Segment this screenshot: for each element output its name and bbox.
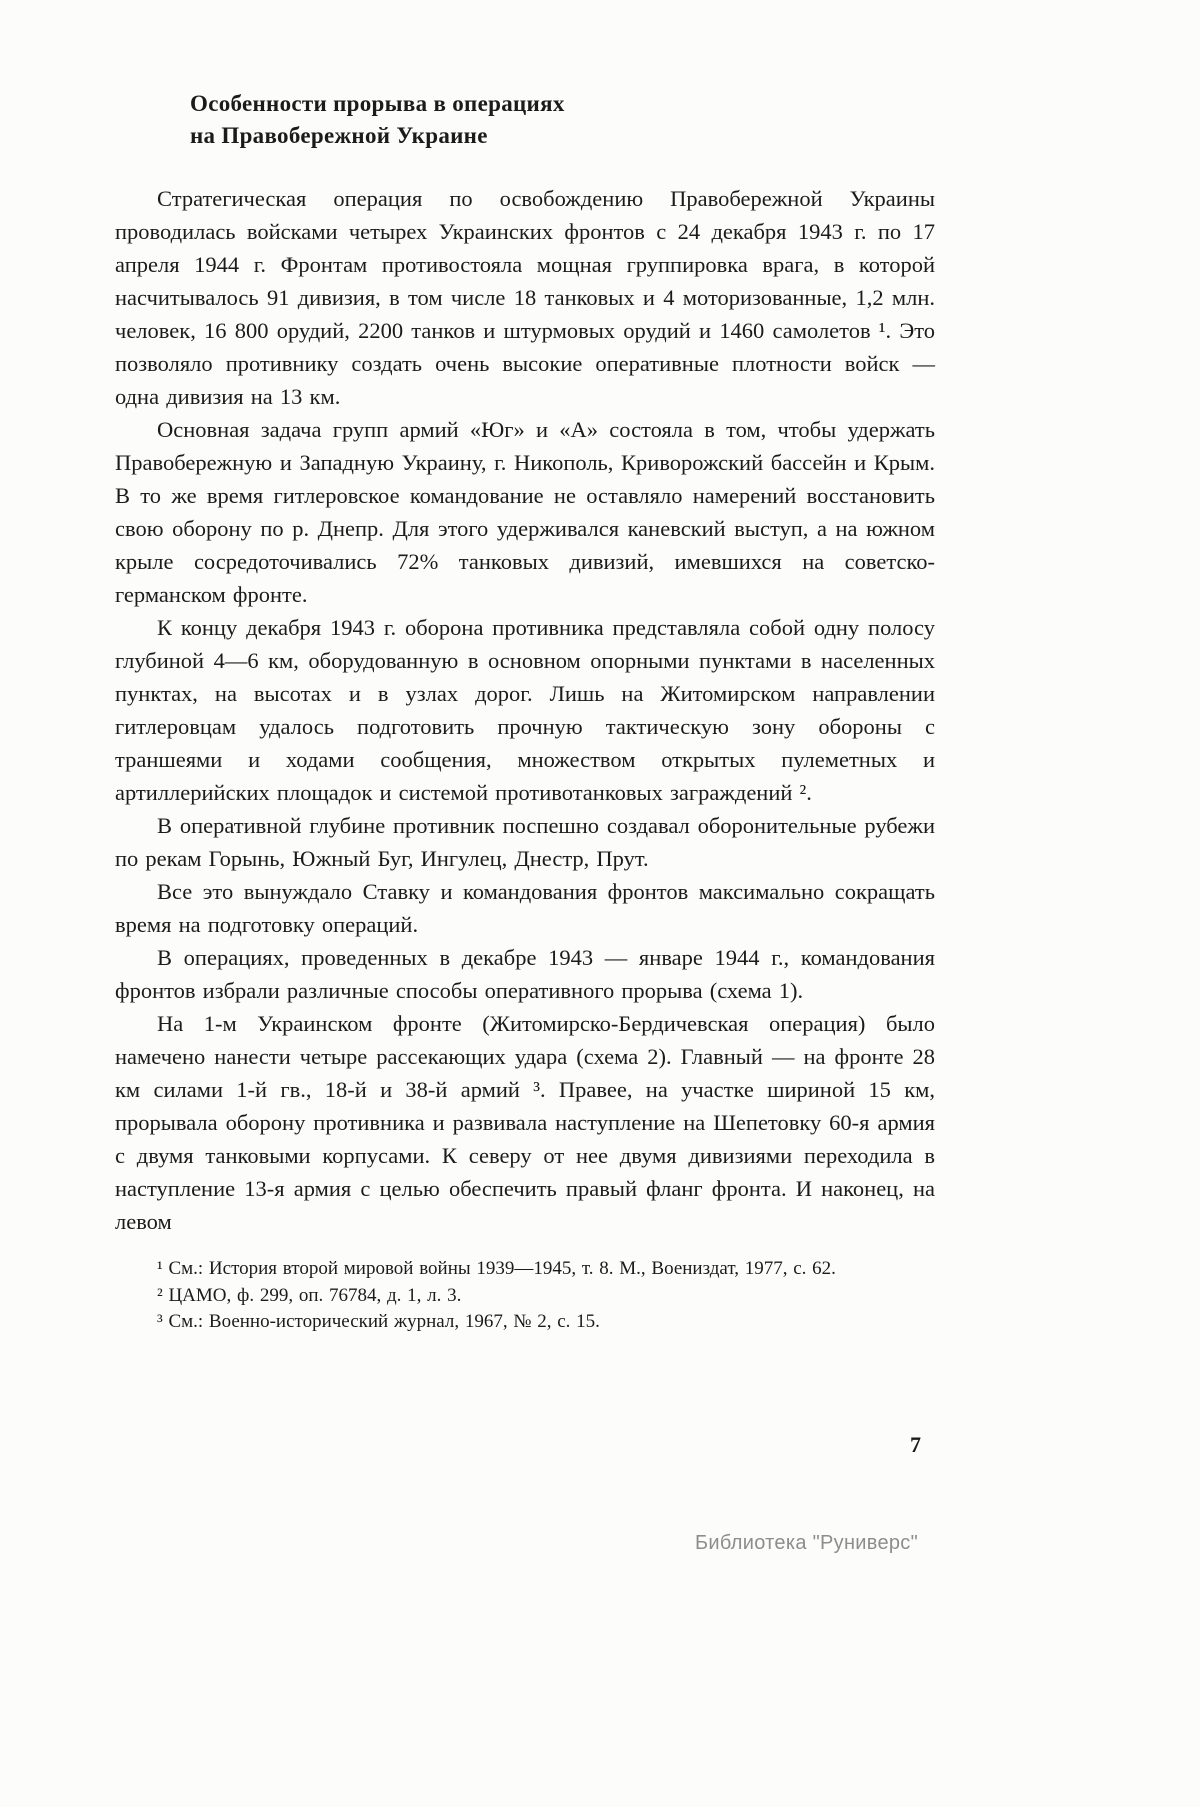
section-heading — [190, 88, 935, 152]
paragraph-2: Основная задача групп армий «Юг» и «А» состояла в том, чтобы удержать Правобережную и Западную Украину, г. Никополь, Криворожский бассейн и Крым. В то же время гитлеровское командование не оставляло намерений восстановить свою оборону по р. Днепр. Для этого удерживался каневский выступ, а на южном крыле сосредоточивались 72% танковых дивизий, имевшихся на советско-германском фронте. — [115, 417, 935, 607]
paragraph-5: Все это вынуждало Ставку и командования фронтов максимально сокращать время на подготовку операций. — [115, 879, 935, 937]
paragraph-1: Стратегическая операция по освобождению Правобережной Украины проводилась войсками четырех Украинских фронтов с 24 декабря 1943 г. по 17 апреля 1944 г. Фронтам противостояла мощная группировка врага, в которой насчитывалось 91 дивизия, в том числе 18 танковых и 4 моторизованные, 1,2 млн. человек, 16 800 орудий, 2200 танков и штурмовых орудий и 1460 самолетов ¹. Это позволяло противнику создать очень высокие оперативные плотности войск — одна дивизия на 13 км. — [115, 186, 935, 409]
paragraph-6: В операциях, проведенных в декабре 1943 — январе 1944 г., командования фронтов избрали различные способы оперативного прорыва (схема 1). — [115, 945, 935, 1003]
paragraph-7: На 1-м Украинском фронте (Житомирско-Бердичевская операция) было намечено нанести четыре рассекающих удара (схема 2). Главный — на фронте 28 км силами 1-й гв., 18-й и 38-й армий ³. Правее, на участке шириной 15 км, прорывала оборону противника и развивала наступление на Шепетовку 60-я армия с двумя танковыми корпусами. К северу от нее двумя дивизиями переходила в наступление 13-я армия с целью обеспечить правый фланг фронта. И наконец, на левом — [115, 1011, 935, 1234]
footnote-2: ² ЦАМО, ф. 299, оп. 76784, д. 1, л. 3. — [157, 1284, 462, 1306]
section-heading-line2: на Правобережной Украине — [190, 123, 488, 148]
footnote-1: ¹ См.: История второй мировой войны 1939—1945, т. 8. М., Воениздат, 1977, с. 62. — [157, 1258, 836, 1279]
paragraph-3: К концу декабря 1943 г. оборона противника представляла собой одну полосу глубиной 4—6 км, оборудованную в основном опорными пунктами в населенных пунктах, на высотах и в узлах дорог. Лишь на Житомирском направлении гитлеровцам удалось подготовить прочную тактическую зону обороны с траншеями и ходами сообщения, множеством открытых пулеметных и артиллерийских площадок и системой противотанковых заграждений ². — [115, 615, 935, 805]
library-watermark: Библиотека "Руниверс" — [695, 1532, 919, 1554]
page-number: 7 — [910, 1432, 921, 1457]
footnote-3: ³ См.: Военно-исторический журнал, 1967, № 2, с. 15. — [157, 1311, 600, 1332]
section-heading-line1: Особенности прорыва в операциях — [190, 91, 565, 116]
footnotes — [115, 1256, 935, 1336]
body-text — [115, 182, 935, 1238]
paragraph-4: В оперативной глубине противник поспешно создавал оборонительные рубежи по рекам Горынь, Южный Буг, Ингулец, Днестр, Прут. — [115, 813, 935, 871]
